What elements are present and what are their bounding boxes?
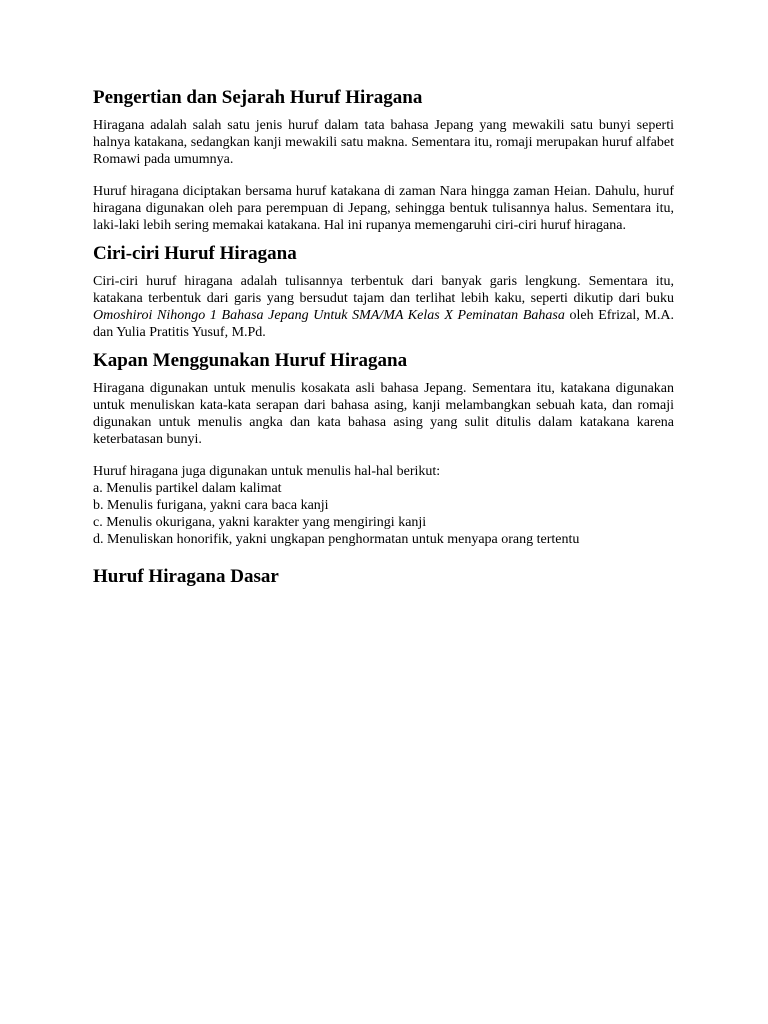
heading-kapan-menggunakan: Kapan Menggunakan Huruf Hiragana [93, 350, 408, 371]
ciri-ciri-text-end: oleh Efrizal, M.A. dan Yulia Pratitis Yusuf, M.Pd. [93, 308, 674, 340]
paragraph-pengertian-1: Hiragana adalah salah satu jenis huruf dalam tata bahasa Jepang yang mewakili satu bunyi seperti halnya katakana, sedangkan kanji mewakili satu makna. Sementara itu, romaji merupakan huruf alfabet Romawi pada umumnya. [93, 118, 674, 167]
list-item: a. Menulis partikel dalam kalimat [93, 481, 282, 496]
document-page [93, 86, 674, 596]
usage-list [93, 480, 674, 548]
paragraph-kapan-menggunakan: Hiragana digunakan untuk menulis kosakata asli bahasa Jepang. Sementara itu, katakana digunakan untuk menuliskan kata-kata serapan dari bahasa asing, kanji melambangkan sebuah kata, dan romaji digunakan untuk menulis angka dan kata bahasa asing yang sulit ditulis dalam katakana karena keterbatasan bunyi. [93, 381, 674, 447]
paragraph-ciri-ciri [93, 273, 674, 341]
list-intro: Huruf hiragana juga digunakan untuk menulis hal-hal berikut: [93, 464, 441, 479]
heading-ciri-ciri: Ciri-ciri Huruf Hiragana [93, 243, 297, 264]
heading-pengertian-sejarah: Pengertian dan Sejarah Huruf Hiragana [93, 87, 423, 108]
book-title: Omoshiroi Nihongo 1 Bahasa Jepang Untuk SMA/MA Kelas X Peminatan Bahasa [93, 308, 565, 323]
list-item: c. Menulis okurigana, yakni karakter yang mengiringi kanji [93, 515, 427, 530]
paragraph-sejarah-2: Huruf hiragana diciptakan bersama huruf katakana di zaman Nara hingga zaman Heian. Dahulu, huruf hiragana digunakan oleh para perempuan di Jepang, sehingga bentuk tulisannya halus. Sementara itu, laki-laki lebih sering memakai katakana. Hal ini rupanya memengaruhi ciri-ciri huruf hiragana. [93, 184, 674, 233]
list-item: d. Menuliskan honorifik, yakni ungkapan penghormatan untuk menyapa orang tertentu [93, 532, 580, 547]
list-item: b. Menulis furigana, yakni cara baca kanji [93, 498, 329, 513]
heading-hiragana-dasar: Huruf Hiragana Dasar [93, 566, 279, 587]
ciri-ciri-text-start: Ciri-ciri huruf hiragana adalah tulisannya terbentuk dari banyak garis lengkung. Sementara itu, katakana terbentuk dari garis yang bersudut tajam dan terlihat lebih kaku, seperti dikutip dari buku [93, 274, 674, 306]
